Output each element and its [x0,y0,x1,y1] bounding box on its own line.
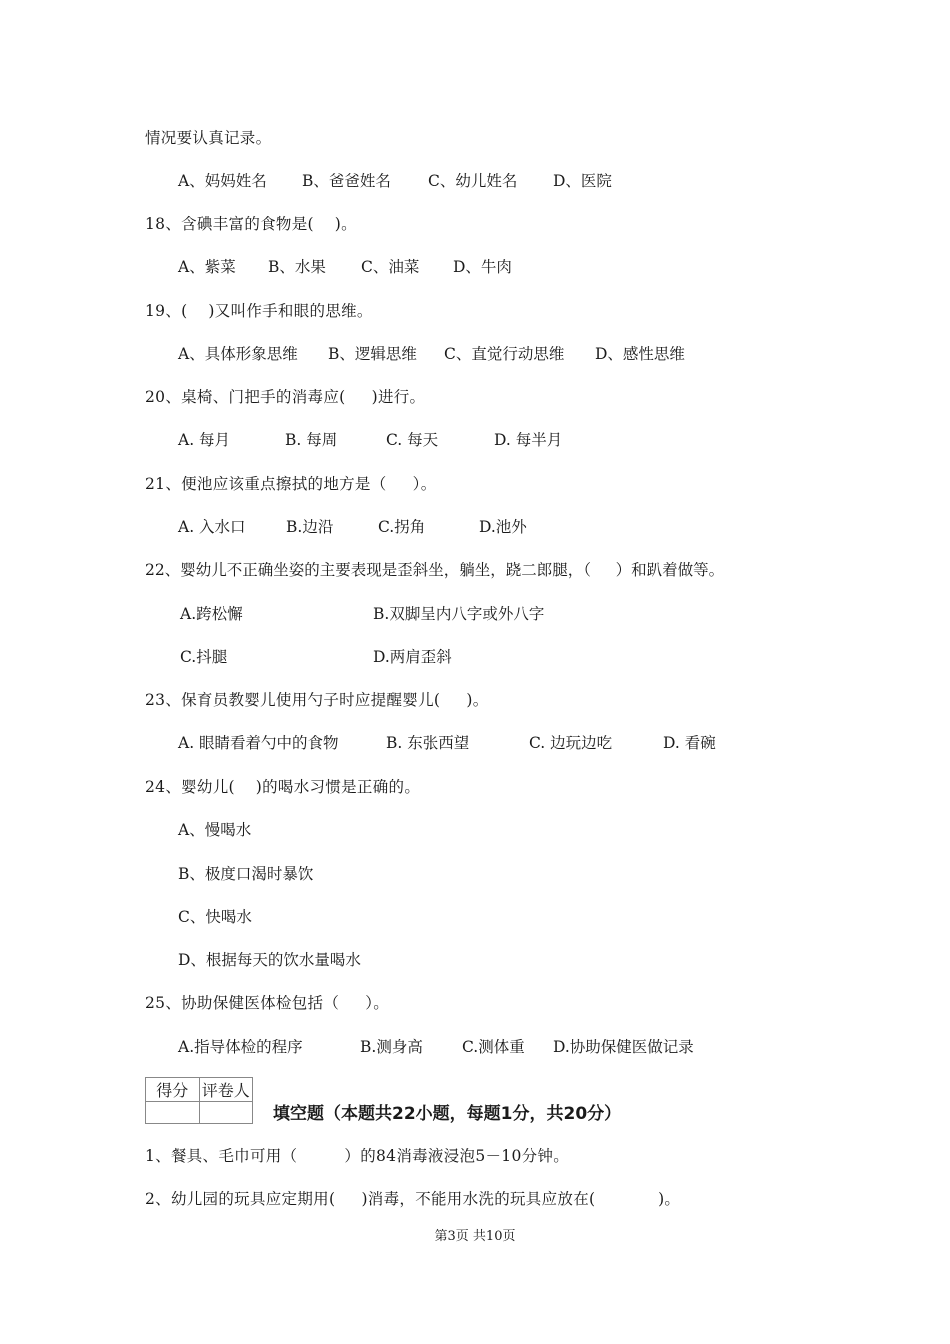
option-d: D.两肩歪斜 [373,648,452,666]
option-c: C.测体重 [462,1038,525,1056]
option-a: A. 每月 [178,431,231,449]
score-table [145,1077,253,1124]
option-c: C. 边玩边吃 [529,734,613,752]
option-b: B、爸爸姓名 [302,172,391,190]
option-c: C、幼儿姓名 [428,172,518,190]
option-d: D、医院 [553,172,612,190]
option-c: C、油菜 [361,258,420,276]
reviewer-label: 评卷人 [199,1078,253,1102]
option-c: C.抖腿 [180,648,228,666]
question-25: 25、协助保健医体检包括（ ）。 [145,994,390,1012]
option-c: C. 每天 [386,431,439,449]
option-d: D、牛肉 [453,258,512,276]
question-22: 22、婴幼儿不正确坐姿的主要表现是歪斜坐，躺坐，跷二郎腿，（ ）和趴着做等。 [145,561,725,579]
option-a: A. 眼睛看着勺中的食物 [178,734,339,752]
fill-question-1: 1、餐具、毛巾可用（ ）的84消毒液浸泡5－10分钟。 [145,1147,570,1165]
option-b: B. 每周 [285,431,338,449]
question-18: 18、含碘丰富的食物是( )。 [145,215,357,233]
reviewer-cell [199,1102,253,1124]
score-label: 得分 [146,1078,200,1102]
option-a: A、紫菜 [178,258,236,276]
option-a: A、慢喝水 [178,821,252,839]
option-d: D. 每半月 [494,431,563,449]
option-b: B、逻辑思维 [328,345,417,363]
option-d: D.池外 [479,518,527,536]
question-19: 19、( )又叫作手和眼的思维。 [145,302,373,320]
question-24: 24、婴幼儿( )的喝水习惯是正确的。 [145,778,421,796]
option-b: B、水果 [268,258,326,276]
option-a: A、妈妈姓名 [178,172,267,190]
option-b: B. 东张西望 [386,734,470,752]
option-a: A.跨松懈 [180,605,243,623]
option-d: D、感性思维 [595,345,685,363]
page-footer: 第3页 共10页 [434,1229,516,1244]
score-cell [146,1102,200,1124]
question-continuation: 情况要认真记录。 [145,129,272,147]
option-c: C.拐角 [378,518,426,536]
option-c: C、直觉行动思维 [444,345,565,363]
option-a: A、具体形象思维 [178,345,298,363]
option-b: B、极度口渴时暴饮 [178,865,314,883]
question-20: 20、桌椅、门把手的消毒应( )进行。 [145,388,426,406]
option-b: B.双脚呈内八字或外八字 [373,605,545,623]
option-c: C、快喝水 [178,908,252,926]
option-b: B.测身高 [360,1038,423,1056]
fill-question-2: 2、幼儿园的玩具应定期用( )消毒，不能用水洗的玩具应放在( )。 [145,1190,681,1208]
option-d: D.协助保健医做记录 [553,1038,694,1056]
option-a: A. 入水口 [178,518,246,536]
question-23: 23、保育员教婴儿使用勺子时应提醒婴儿( )。 [145,691,489,709]
option-b: B.边沿 [286,518,334,536]
option-d: D. 看碗 [663,734,716,752]
question-21: 21、便池应该重点擦拭的地方是（ ）。 [145,475,437,493]
option-d: D、根据每天的饮水量喝水 [178,951,361,969]
section-title: 填空题（本题共22小题，每题1分，共20分） [273,1104,622,1124]
option-a: A.指导体检的程序 [178,1038,303,1056]
